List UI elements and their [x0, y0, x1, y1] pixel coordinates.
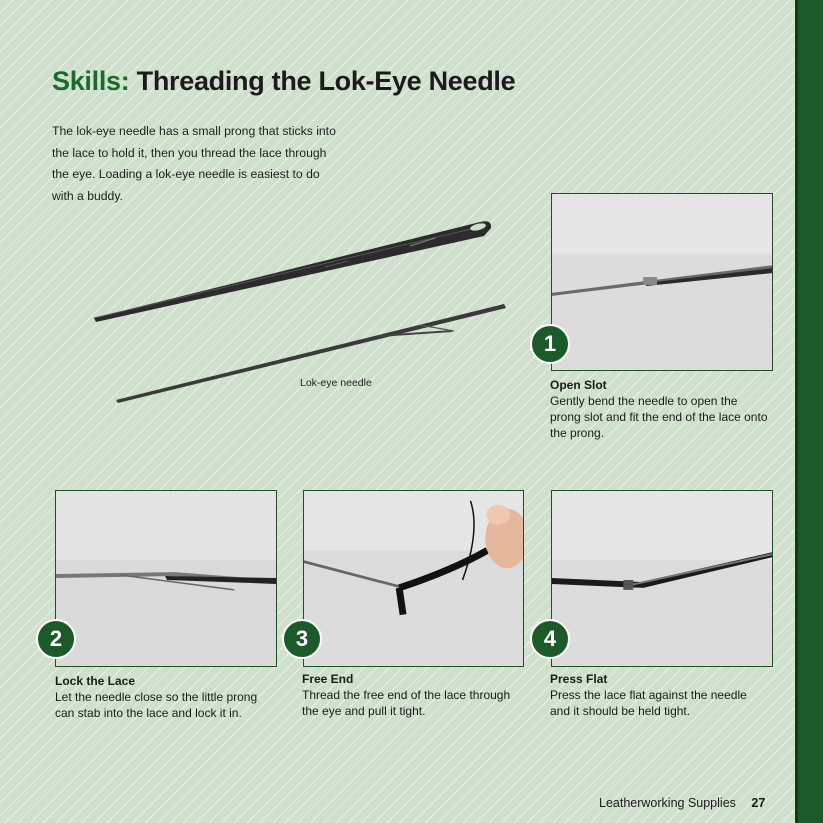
footer-section: Leatherworking Supplies: [599, 796, 736, 810]
step-1-title: Open Slot: [550, 378, 607, 392]
step-2-badge: 2: [36, 619, 76, 659]
step-4-text: Press the lace flat against the needle and it should be held tight.: [550, 688, 747, 718]
step-4-photo: [551, 490, 773, 667]
step-3-text: Thread the free end of the lace through the eye and pull it tight.: [302, 688, 511, 718]
step-1-text: Gently bend the needle to open the prong slot and fit the end of the lace onto the prong.: [550, 394, 768, 440]
step-3-badge: 3: [282, 619, 322, 659]
page-footer: [599, 796, 765, 810]
page-edge-band: [795, 0, 823, 823]
intro-paragraph: The lok-eye needle has a small prong that sticks into the lace to hold it, then you thread the lace through the eye. Loading a lok-eye needle is easiest to do with a buddy.: [52, 124, 336, 203]
step-3-title: Free End: [302, 672, 354, 686]
step-2-text: Let the needle close so the little prong can stab into the lace and lock it in.: [55, 690, 258, 720]
step-3-photo: [303, 490, 524, 667]
step-1-badge: 1: [530, 324, 570, 364]
step-4-title: Press Flat: [550, 672, 608, 686]
page-edge-line: [795, 0, 798, 823]
title-text: Threading the Lok-Eye Needle: [136, 66, 516, 96]
step-1-photo: [551, 193, 773, 371]
page-number: 27: [751, 796, 766, 810]
page-title: [52, 66, 515, 97]
title-keyword: Skills:: [52, 66, 130, 96]
hero-caption: Lok-eye needle: [300, 377, 372, 389]
step-2-title: Lock the Lace: [55, 674, 136, 688]
step-2-photo: [55, 490, 277, 667]
needle-closed: [94, 221, 491, 322]
step-4-badge: 4: [530, 619, 570, 659]
